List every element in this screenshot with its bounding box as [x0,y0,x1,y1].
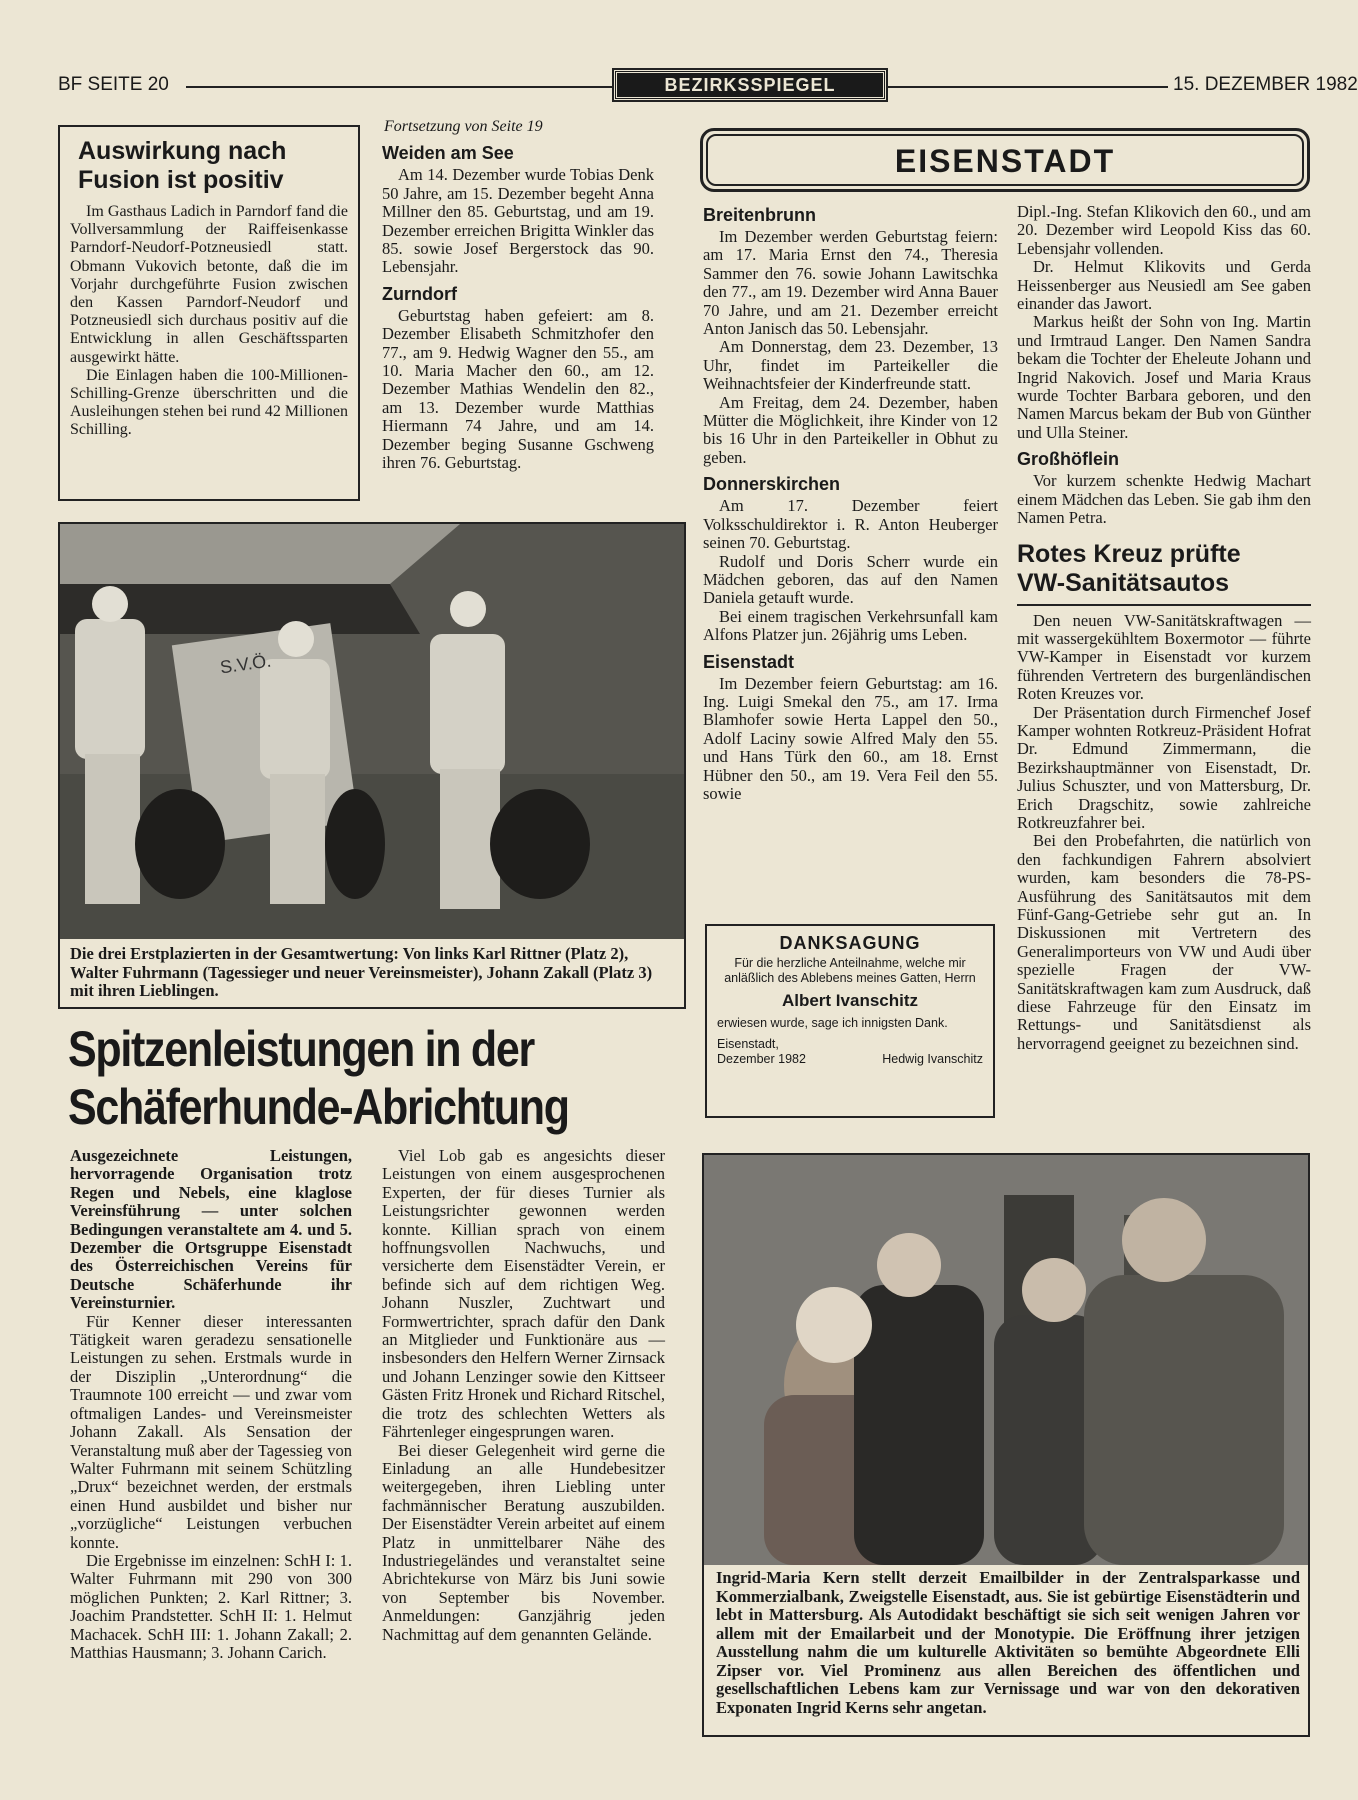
dog-article-paragraph: Die Ergebnisse im einzelnen: SchH I: 1. Walter Fuhrmann mit 290 von 300 möglichen Punkten; 2. Karl Rittner; 3. Joachim Prandstetter. SchH II: 1. Helmut Machacek. SchH III: 1. Johann Zakall; 2. Matthias Hausmann; 3. Johann Carich. [70,1550,352,1662]
eisenstadt-column-1 [703,198,998,803]
kern-photo-caption: Ingrid-Maria Kern stellt derzeit Emailbilder in der Zentralsparkasse und Kommerzialbank, Zweigstelle Eisenstadt, aus. Sie ist gebürtige Eisenstädterin und lebt in Mattersburg. Als Autodidakt beschäftigt sie sich seit wenigen Jahren vor allem mit der Emailarbeit und der Monotypie. Die Eröffnung ihrer jetzigen Ausstellung nahm die um kulturelle Aktivitäten so bemühte Abgeordnete Elli Zipser vor. Viel Prominenz aus allen Bereichen des öffentlichen und gesellschaftlichen Lebens kam zur Vernissage und war von den dekorativen Exponaten Ingrid Kerns sehr angetan. [716,1568,1300,1717]
section-heading: Eisenstadt [703,651,795,672]
continuation-note: Fortsetzung von Seite 19 [384,118,543,135]
dog-article-paragraph: Bei dieser Gelegenheit wird gerne die Einladung an alle Hundebesitzer weitergegeben, ihren Liebling unter fachmännischer Beratung auszubilden. Der Eisenstädter Verein arbeitet auf einem Platz in unmittelbarer Nähe des Industriegeländes und veranstaltet seine Abrichtekurse von März bis Juni sowie von September bis November. Anmeldungen: Ganzjährig jeden Nachmittag auf dem genannten Gelände. [382,1440,665,1644]
header-rule-right [888,86,1168,88]
fusion-paragraph: Die Einlagen haben die 100-Millionen-Schilling-Grenze überschritten und die Ausleihungen stehen bei rund 42 Millionen Schilling. [70,366,348,439]
dog-article-column-1 [70,1147,352,1662]
danksagung-text1: Für die herzliche Anteilnahme, welche mir anläßlich des Ablebens meines Gatten, Herrn [724,956,976,985]
dog-article-paragraph: Für Kenner dieser interessanten Tätigkeit waren geradezu sensationelle Leistungen zu sehen. Erstmals wurde in der Disziplin „Unterordnung“ die Traumnote 100 erreicht — und zwar vom oftmaligen Landes- und Vereinsmeister Johann Zakall. Als Sensation der Veranstaltung muß aber der Tagessieg von Walter Fuhrmann mit seinem Schützling „Drux“ bezeichnet werden, der erstmals einen Hund ausbildet und bisher nur „vorzügliche“ Leistungen verbuchen konnte. [70,1311,352,1552]
kern-photo-frame [702,1153,1310,1737]
section-text: Am 17. Dezember feiert Volksschuldirektor i. R. Anton Heuberger seinen 70. Geburtstag. [703,496,998,553]
dog-headline-line2: Schäferhunde-Abrichtung [68,1079,569,1135]
section-title: BEZIRKSSPIEGEL [664,75,836,95]
danksagung-footer [717,1037,983,1067]
danksagung-place-date: Eisenstadt, Dezember 1982 [717,1037,806,1066]
fusion-title: Auswirkung nach Fusion ist positiv [78,137,287,194]
danksagung-text2: erwiesen wurde, sage ich innigsten Dank. [717,1016,948,1030]
page-header [58,70,1358,100]
dog-photo-illustration [60,524,684,939]
section-heading: Zurndorf [382,283,457,304]
section-text: Am Freitag, dem 24. Dezember, haben Mütter die Möglichkeit, ihre Kinder von 12 bis 16 Uhr in den Parteikeller in Obhut zu geben. [703,392,998,467]
section-text: Am Donnerstag, dem 23. Dezember, 13 Uhr, findet im Parteikeller die Weihnachtsfeier der Kinderfreunde statt. [703,337,998,394]
fusion-body [70,203,348,440]
header-rule-left [186,86,616,88]
section-text: Markus heißt der Sohn von Ing. Martin und Irmtraud Langer. Den Namen Sandra bekam die Tochter der Eheleute Johann und Ingrid Nakovich. Josef und Maria Kraus wurde Tochter Barbara geboren, und den Namen Marcus bekam der Bub von Günther und Ulla Steiner. [1017,312,1311,442]
kern-photo-illustration [704,1155,1308,1565]
dog-article-lead: Ausgezeichnete Leistungen, hervorragende Organisation trotz Regen und Nebels, eine klaglose Vereinsführung — unter solchen Bedingungen veranstaltete am 4. und 5. Dezember die Ortsgruppe Eisenstadt des Österreichischen Vereins für Deutsche Schäferhunde ihr Vereinsturnier. [70,1146,352,1313]
red-cross-paragraph: Bei den Probefahrten, die natürlich von den fachkundigen Fahrern absolviert wurden, kam besonders die 78-PS-Ausführung des Sanitätsautos mit dem Fünf-Gang-Getriebe sehr gut an. In Diskussionen mit Vertretern des Generalimporteurs von VW und Audi über spezielle Fragen der VW-Sanitätskraftwagen kam zum Ausdruck, daß diese Fahrzeuge für den Einsatz im Rettungs- und Sanitätsdienst als hervorragend geeignet zu bezeichnen sind. [1017,831,1311,1053]
page-label: BF SEITE 20 [58,74,169,95]
danksagung-name: Albert Ivanschitz [781,991,919,1010]
dog-article-paragraph: Viel Lob gab es angesichts dieser Leistungen von einem ausgesprochenen Experten, der für dieses Turnier als Leistungsrichter gewonnen werden konnte. Killian sprach von einem hoffnungsvollen Nachwuchs, und versicherte dem Eisenstädter Verein, er befinde sich auf dem richtigen Weg. Johann Nuszler, Zuchtwart und Formwertrichter, sprach dafür den Dank an Mitglieder und Funktionäre aus — insbesonders den Helfern Werner Zirnsack und Johann Lenzinger sowie den Kittseer Gästen Fritz Hronek und Richard Ritschel, die trotz des schlechten Wetters als Fährtenleger eingesprungen waren. [382,1146,665,1442]
section-text: Rudolf und Doris Scherr wurde ein Mädchen geboren, das auf den Namen Daniela getauft wurde. [703,551,998,608]
dog-photo-frame [58,522,686,1009]
section-text: Bei einem tragischen Verkehrsunfall kam Alfons Platzer jun. 26jährig ums Leben. [703,606,998,645]
red-cross-title: Rotes Kreuz prüfte VW-Sanitätsautos [1017,540,1311,606]
eisenstadt-banner-inner: EISENSTADT [706,134,1304,186]
dog-photo-caption: Die drei Erstplazierten in der Gesamtwertung: Von links Karl Rittner (Platz 2), Walter Fuhrmann (Tagessieger und neuer Vereinsmeister), Johann Zakall (Platz 3) mit ihren Lieblingen. [70,944,653,1000]
red-cross-paragraph: Der Präsentation durch Firmenchef Josef Kamper wohnten Rotkreuz-Präsident Hofrat Dr. Edmund Zimmermann, die Bezirkshauptmänner von Eisenstadt, Dr. Julius Schuszter, und von Mattersburg, Dr. Erich Dragschitz, sowie zahlreiche Rotkreuzfahrer bei. [1017,702,1311,832]
club-banner-text: S.V.Ö. [218,650,273,678]
fusion-article-box [58,125,360,501]
section-heading: Breitenbrunn [703,205,817,225]
section-text: Dr. Helmut Klikovits und Gerda Heissenberger aus Neusiedl am See gaben einander das Jawort. [1017,257,1311,314]
section-text: Am 14. Dezember wurde Tobias Denk 50 Jahre, am 15. Dezember begeht Anna Millner den 85. Geburtstag, und am 19. Dezember erreichen Brigitta Winkler das 85. sowie Josef Bergerstock das 90. Lebensjahr. [382,165,654,277]
section-heading: Donnerskirchen [703,474,841,495]
section-text: Im Dezember feiern Geburtstag: am 16. Ing. Luigi Smekal den 75., am 17. Irma Blamhofer sowie Herta Lappel den 50., Adolf Laciny sowie Alfred Maly den 55. und Hans Türk den 60., am 18. Ernst Hübner den 50., am 19. Vera Feil den 55. sowie [703,673,998,803]
danksagung-notice [705,924,995,1118]
section-text: Im Dezember werden Geburtstag feiern: am 17. Maria Ernst den 74., Theresia Sammer den 76. sowie Johann Lawitschka den 77., am 19. Dezember wird Anna Bauer 70 Jahre, und am 21. Dezember erreicht Anton Janisch das 50. Lebensjahr. [703,227,998,339]
section-heading: Großhöflein [1017,449,1119,470]
danksagung-signature: Hedwig Ivanschitz [882,1052,983,1066]
red-cross-paragraph: Den neuen VW-Sanitätskraftwagen — mit wassergekühltem Boxermotor — führte VW-Kamper in Eisenstadt vor kurzem führenden Vertretern des burgenländischen Roten Kreuzes vor. [1017,610,1311,704]
dog-photo [60,524,684,939]
section-text: Vor kurzem schenkte Hedwig Machart einem Mädchen das Leben. Sie gab ihm den Namen Petra. [1017,471,1311,528]
eisenstadt-banner [700,128,1310,192]
dog-article-column-2 [382,1147,665,1644]
page-date: 15. DEZEMBER 1982 [1173,74,1358,95]
section-heading: Weiden am See [382,143,514,164]
dog-headline [68,1020,688,1136]
fusion-paragraph: Im Gasthaus Ladich in Parndorf fand die Vollversammlung der Raiffeisenkasse Parndorf-Neudorf-Potzneusiedl statt. Obmann Vukovich betonte, daß die im Vorjahr durchgeführte Fusion zwischen den Kassen Parndorf-Neudorf und Potzneusiedl sich durchaus positiv auf die Entwicklung in allen Geschäftssparten ausgewirkt hätte. [70,203,348,366]
kern-photo [704,1155,1308,1565]
section-badge [614,70,886,100]
section-text: Dipl.-Ing. Stefan Klikovich den 60., und am 20. Dezember wird Leopold Kiss das 60. Lebensjahr vollenden. [1017,202,1311,258]
danksagung-title: DANKSAGUNG [779,933,921,953]
dog-headline-line1: Spitzenleistungen in der [68,1021,534,1077]
section-text: Geburtstag haben gefeiert: am 8. Dezember Elisabeth Schmitzhofer den 77., am 9. Hedwig Wagner den 55., am 10. Maria Macher den 60., am 12. Dezember Mathias Wendelin den 82., am 13. Dezember wurde Matthias Hiermann 74 Jahre, und am 14. Dezember beging Susanne Gschweng ihren 76. Geburtstag. [382,305,654,473]
continuation-column [382,118,654,473]
eisenstadt-column-2 [1017,203,1311,1053]
